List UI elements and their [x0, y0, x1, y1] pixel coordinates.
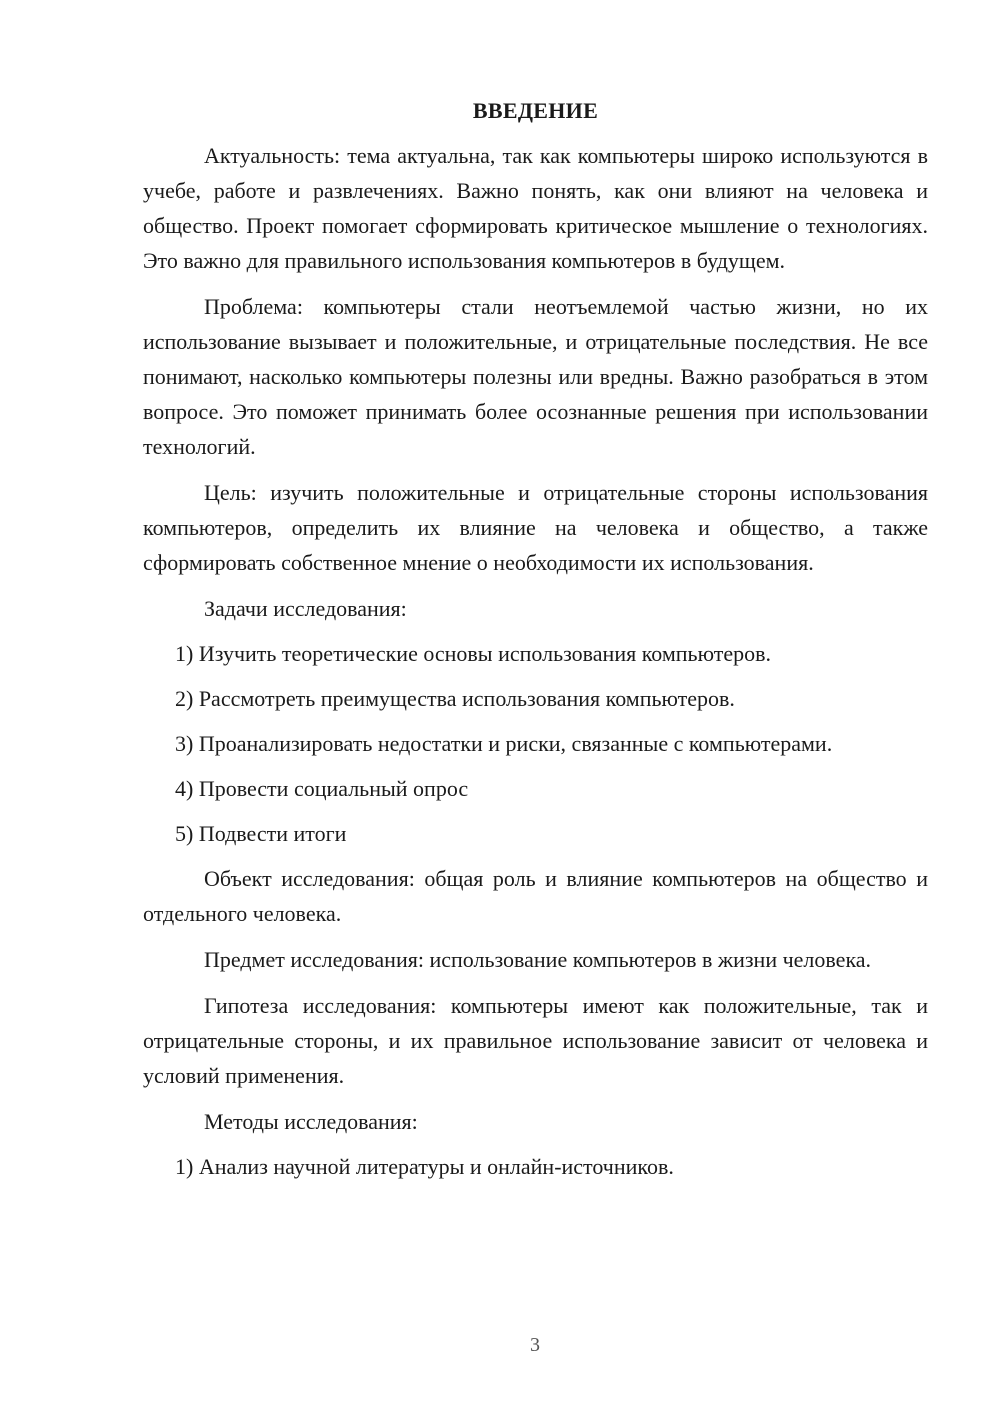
task-item-4: 4) Провести социальный опрос: [175, 776, 469, 801]
task-item-3: 3) Проанализировать недостатки и риски, связанные с компьютерами.: [175, 731, 833, 756]
task-item-1: 1) Изучить теоретические основы использования компьютеров.: [175, 641, 771, 666]
problem-paragraph: Проблема: компьютеры стали неотъемлемой частью жизни, но их использование вызывает и положительные, и отрицательные последствия. Не все понимают, насколько компьютеры полезны или вредны. Важно разобраться в этом вопросе. Это поможет принимать более осознанные решения при использовании технологий.: [143, 294, 928, 459]
task-item-2: 2) Рассмотреть преимущества использования компьютеров.: [175, 686, 735, 711]
method-item-1: 1) Анализ научной литературы и онлайн-источников.: [175, 1154, 674, 1179]
relevance-paragraph: Актуальность: тема актуальна, так как компьютеры широко используются в учебе, работе и развлечениях. Важно понять, как они влияют на человека и общество. Проект помогает сформировать критическое мышление о технологиях. Это важно для правильного использования компьютеров в будущем.: [143, 143, 928, 273]
tasks-heading: Задачи исследования:: [204, 596, 407, 621]
task-item-5: 5) Подвести итоги: [175, 821, 347, 846]
section-title: ВВЕДЕНИЕ: [472, 98, 599, 123]
subject-paragraph: Предмет исследования: использование компьютеров в жизни человека.: [204, 947, 872, 972]
methods-heading: Методы исследования:: [204, 1109, 418, 1134]
hypothesis-paragraph: Гипотеза исследования: компьютеры имеют как положительные, так и отрицательные стороны, и их правильное использование зависит от человека и условий применения.: [143, 993, 928, 1088]
document-body: [143, 96, 928, 1194]
object-paragraph: Объект исследования: общая роль и влияние компьютеров на общество и отдельного человека.: [143, 866, 928, 926]
page-number: 3: [530, 1334, 540, 1356]
goal-paragraph: Цель: изучить положительные и отрицательные стороны использования компьютеров, определить их влияние на человека и общество, а также сформировать собственное мнение о необходимости их использования.: [143, 480, 928, 575]
